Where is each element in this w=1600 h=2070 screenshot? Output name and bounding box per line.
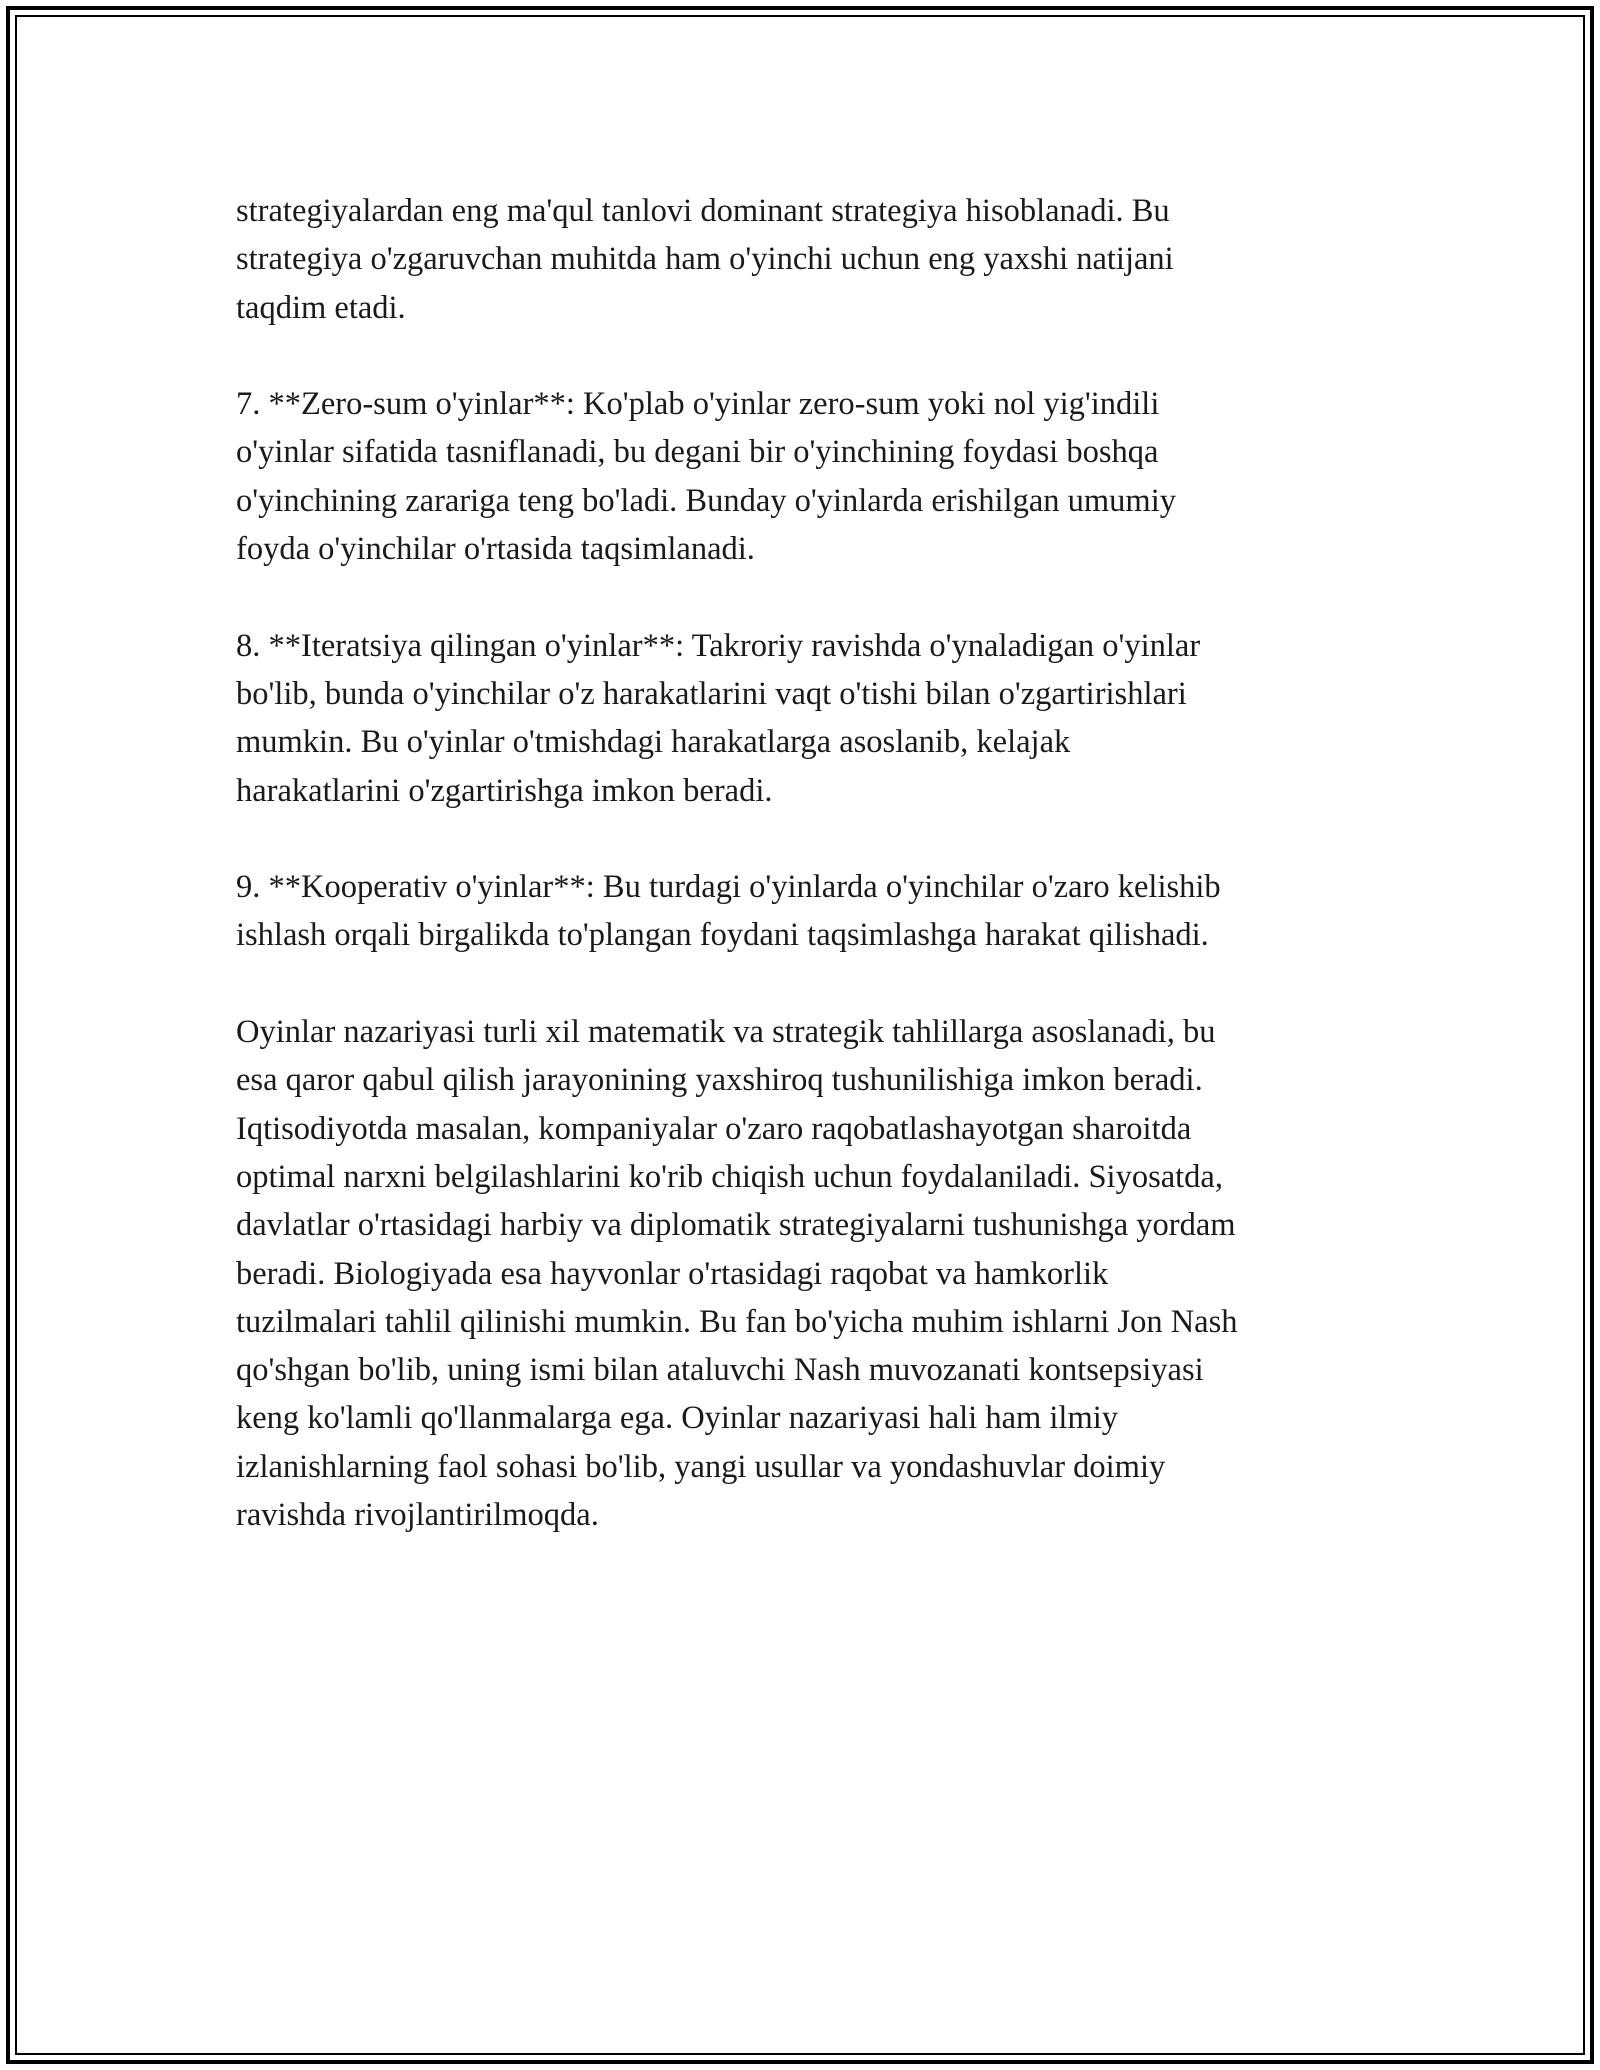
paragraph-intro-continuation: strategiyalardan eng ma'qul tanlovi dominant strategiya hisoblanadi. Bu strategiya o'zgaruvchan muhitda ham o'yinchi uchun eng yaxshi natijani taqdim etadi. [236,193,1174,326]
paragraph-item-9-cooperative-games: 9. **Kooperativ o'yinlar**: Bu turdagi o'yinlarda o'yinchilar o'zaro kelishib ishlash orqali birgalikda to'plangan foydani taqsimlashga harakat qilishadi. [236,869,1221,954]
paragraph-item-8-iterated-games: 8. **Iteratsiya qilingan o'yinlar**: Takroriy ravishda o'ynaladigan o'yinlar bo'lib, bunda o'yinchilar o'z harakatlarini vaqt o'tishi bilan o'zgartirishlari mumkin. Bu o'yinlar o'tmishdagi harakatlarga asoslanib, kelajak harakatlarini o'zgartirishga imkon beradi. [236,627,1201,809]
paragraph-item-7-zero-sum: 7. **Zero-sum o'yinlar**: Ko'plab o'yinlar zero-sum yoki nol yig'indili o'yinlar sifatida tasniflanadi, bu degani bir o'yinchining foydasi boshqa o'yinchining zarariga teng bo'ladi. Bunday o'yinlarda erishilgan umumiy foyda o'yinchilar o'rtasida taqsimlanadi. [236,386,1176,568]
document-body [236,187,1386,1539]
paragraph-conclusion: Oyinlar nazariyasi turli xil matematik va strategik tahlillarga asoslanadi, bu esa qaror qabul qilish jarayonining yaxshiroq tushunilishiga imkon beradi. Iqtisodiyotda masalan, kompaniyalar o'zaro raqobatlashayotgan sharoitda optimal narxni belgilashlarini ko'rib chiqish uchun foydalaniladi. Siyosatda, davlatlar o'rtasidagi harbiy va diplomatik strategiyalarni tushunishga yordam beradi. Biologiyada esa hayvonlar o'rtasidagi raqobat va hamkorlik tuzilmalari tahlil qilinishi mumkin. Bu fan bo'yicha muhim ishlarni Jon Nash qo'shgan bo'lib, uning ismi bilan ataluvchi Nash muvozanati kontsepsiyasi keng ko'lamli qo'llanmalarga ega. Oyinlar nazariyasi hali ham ilmiy izlanishlarning faol sohasi bo'lib, yangi usullar va yondashuvlar doimiy ravishda rivojlantirilmoqda. [236,1014,1238,1534]
